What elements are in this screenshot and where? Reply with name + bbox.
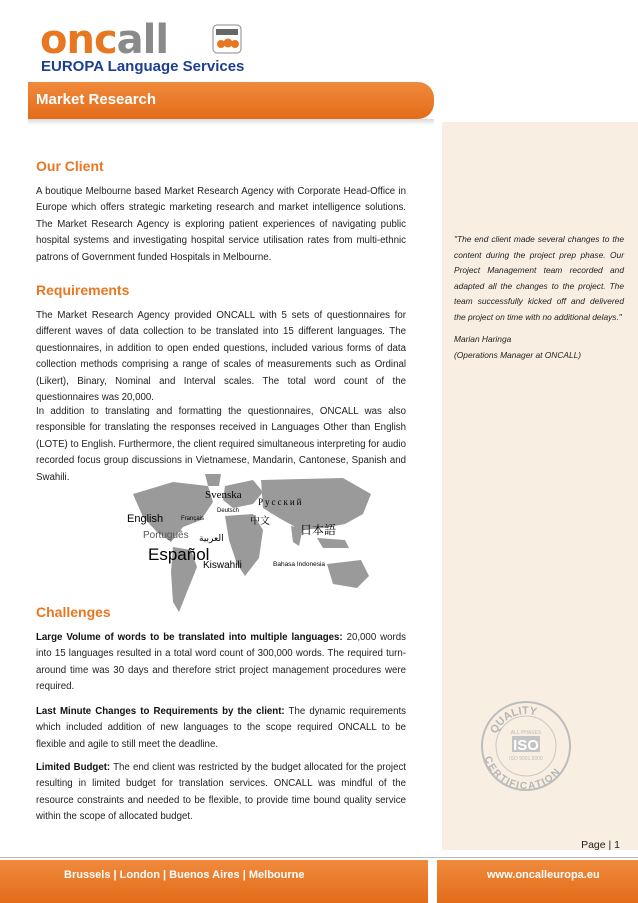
office-locations: Brussels | London | Buenos Aires | Melbourne <box>64 869 305 881</box>
client-heading: Our Client <box>36 158 104 174</box>
company-logo <box>40 17 250 75</box>
logo-subtitle: EUROPA Language Services <box>41 58 245 75</box>
website-link[interactable]: www.oncalleuropa.eu <box>487 869 600 881</box>
client-paragraph: A boutique Melbourne based Market Research Agency with Corporate Head-Office in Europe which offers strategic marketing research and market intelligence solutions. The Market Research Agency is exploring patient experiences of navigating public hospital systems and investigating hospital service utilisation rates from multi-ethnic patrons of Government funded Hospitals in Melbourne. <box>36 186 406 263</box>
page-title: Market Research <box>36 91 157 108</box>
logo-word-orange: onc <box>40 17 117 63</box>
footer-office-bar <box>0 860 428 903</box>
map-label-svenska: Svenska <box>205 489 242 501</box>
iso-seal-standard-text: ISO 9001:2000 <box>509 756 543 762</box>
footer-divider <box>0 857 638 858</box>
challenges-heading: Challenges <box>36 604 111 620</box>
iso-seal-bottom-text: CERTIFICATION <box>481 754 563 792</box>
map-label-portugues: Português <box>143 530 189 541</box>
iso-seal-top-text: QUALITY <box>488 704 538 736</box>
page-number: Page | 1 <box>581 839 620 851</box>
challenge-volume-label: Large Volume of words to be translated into multiple languages: <box>36 632 343 643</box>
challenge-budget-text: The end client was restricted by the budget allocated for the project resulting in limited budget for translation services. ONCALL was mindful of the resource constraints and needed to be flexible, to provide time bound quality service within the scope of allocated budget. <box>36 762 406 823</box>
challenge-changes-label: Last Minute Changes to Requirements by the client: <box>36 706 285 717</box>
map-label-nihongo: 日本語 <box>300 523 337 537</box>
challenge-volume <box>36 630 406 696</box>
logo-word-grey: all <box>116 17 169 63</box>
map-label-bahasa: Bahasa Indonesia <box>273 561 326 568</box>
map-label-russkiy: Русский <box>258 497 304 507</box>
logo-wordmark <box>40 17 169 63</box>
quote-attribution <box>454 332 581 363</box>
iso-certification-seal-icon <box>480 700 572 792</box>
map-label-kiswahili: Kiswahili <box>203 560 242 571</box>
client-quote: "The end client made several changes to the content during the project prep phase. Our Project Management team recorded and adapted all the changes to the project. The team successfully kicked off and delivered the project on time with no additional delays." <box>454 234 624 322</box>
map-label-arabiya: العربية <box>199 534 224 544</box>
requirements-heading: Requirements <box>36 282 130 298</box>
map-label-zhongwen: 中文 <box>250 516 270 527</box>
attribution-name: Marian Haringa <box>454 334 512 344</box>
challenge-budget-label: Limited Budget: <box>36 762 111 773</box>
requirements-paragraph-2: In addition to translating and formatting the questionnaires, ONCALL was also responsible for translating the responses received in Languages Other than English (LOTE) to English. Furthermore, the client required simultaneous interpreting for audio recorded focus group discussions in Vietnamese, Mandarin, Cantonese, Spanish and Swahili. <box>36 406 406 483</box>
footer-website-bar <box>437 860 638 903</box>
iso-seal-label: ISO <box>513 737 539 754</box>
challenge-changes <box>36 704 406 753</box>
map-label-english: English <box>127 513 164 525</box>
title-banner <box>28 82 434 119</box>
challenge-changes-text: The dynamic requirements which included addition of new languages to the scope required ONCALL to be flexible and agile to still meet the deadline. <box>36 706 406 750</box>
iso-seal-phases-text: ALL PHASES <box>510 730 542 736</box>
attribution-role: (Operations Manager at ONCALL) <box>454 349 582 360</box>
challenge-volume-text: 20,000 words into 15 languages resulted in a total word count of 300,000 words. The required turn-around time was 30 days and therefore strict project management procedures were required. <box>36 632 406 693</box>
challenge-budget <box>36 760 406 826</box>
map-label-francais: Français <box>181 516 205 522</box>
map-label-espanol: Español <box>148 545 210 564</box>
requirements-paragraph-1: The Market Research Agency provided ONCALL with 5 sets of questionnaires for different waves of data collection to be translated into 15 different languages. The questionnaires, in addition to open ended questions, included various forms of data collection methods comprising a range of scales of measurements such as Ordinal (Likert), Binary, Nominal and Interval scales. The total word count of the questionnaires was 20,000. <box>36 310 406 404</box>
title-banner-shadow <box>28 119 434 125</box>
map-label-deutsch: Deutsch <box>217 508 240 514</box>
language-world-map <box>113 472 386 620</box>
people-badge-icon <box>212 24 242 54</box>
